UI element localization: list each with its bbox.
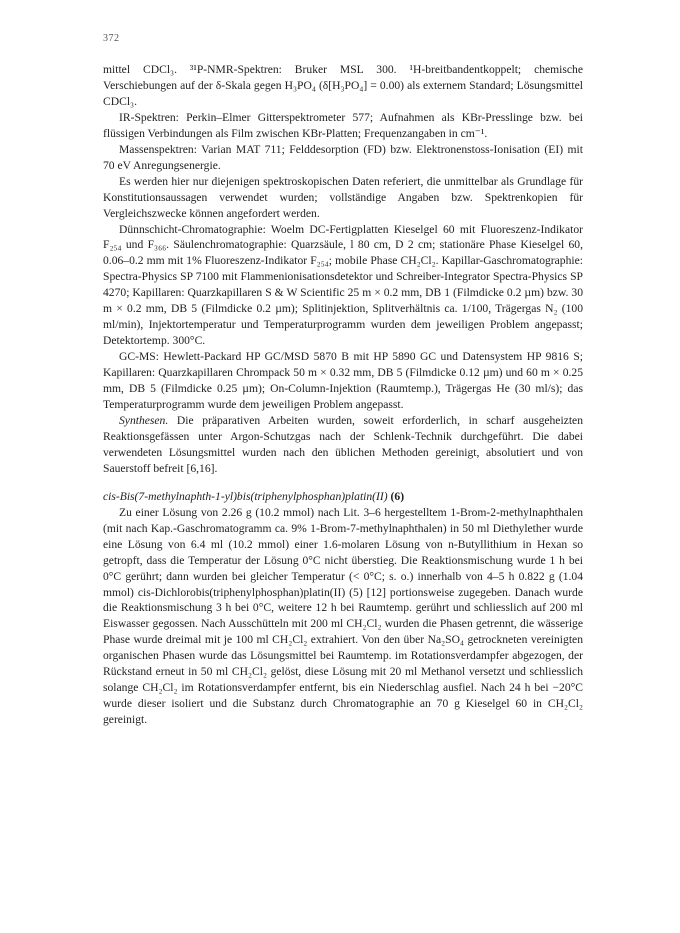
page-number: 372 (103, 33, 120, 44)
syntheses-lead: Synthesen. (119, 413, 169, 427)
paragraph-chromatography: Dünnschicht-Chromatographie: Woelm DC-Fertigplatten Kieselgel 60 mit Fluoreszenz-Indikator F₂₅₄ und F₃₆₆. Säulenchromatographie: Quarzsäule, l 80 cm, D 2 cm; stationäre Phase Kieselgel 60, 0.06–0.2 mm mit 1% Fluoreszenz-Indikator F₂₅₄; mobile Phase CH₂Cl₂. Kapillar-Gaschromatographie: Spectra-Physics SP 7100 mit Flammenionisationsdetektor und Schreiber-Integrator Spectra-Physics SP 4270; Kapillaren: Quarzkapillaren S & W Scientific 25 m × 0.2 mm, DB 1 (Filmdicke 0.2 µm) bzw. 30 m × 0.2 mm, DB 5 (Filmdicke 0.2 µm); Splitinjektion, Splitverhältnis ca. 1/100, Trägergas N₂ (100 ml/min), Injektortemperatur und Temperaturprogramm wurden dem jeweiligen Problem angepasst; Detektortemp. 300°C. (103, 222, 583, 348)
paragraph-nmr: mittel CDCl₃. ³¹P-NMR-Spektren: Bruker MSL 300. ¹H-breitbandentkoppelt; chemische Verschiebungen auf der δ-Skala gegen H₃PO₄ (δ[H₃PO₄] = 0.00) als externem Standard; Lösungsmittel CDCl₃. (103, 63, 583, 108)
compound-title: cis-Bis(7-methylnaphth-1-yl)bis(triphenylphosphan)platin(II) (103, 489, 388, 503)
body-text (103, 62, 583, 728)
syntheses-text: Die präparativen Arbeiten wurden, soweit erforderlich, in scharf ausgeheizten Reaktionsgefässen unter Argon-Schutzgas nach der Schlenk-Technik durchgeführt. Die dabei verwendeten Lösungsmittel wurden nach den üblichen Methoden gereinigt, absolutiert und von Sauerstoff befreit [6,16]. (103, 413, 583, 475)
paragraph-syntheses (103, 413, 583, 477)
paragraph-mass-spectra: Massenspektren: Varian MAT 711; Felddesorption (FD) bzw. Elektronenstoss-Ionisation (EI) mit 70 eV Anregungsenergie. (103, 142, 583, 172)
paragraph-gc-ms: GC-MS: Hewlett-Packard HP GC/MSD 5870 B mit HP 5890 GC und Datensystem HP 9816 S; Kapillaren: Quarzkapillaren Chrompack 50 m × 0.32 mm, DB 5 (Filmdicke 0.12 µm) und 60 m × 0.25 mm, DB 5 (Filmdicke 0.25 µm); On-Column-Injektion (Raumtemp.), Trägergas He (30 ml/s); das Temperaturprogramm wurde dem jeweiligen Problem angepasst. (103, 350, 583, 412)
paragraph-ir: IR-Spektren: Perkin–Elmer Gitterspektrometer 577; Aufnahmen als KBr-Presslinge bzw. bei flüssigen Verbindungen als Film zwischen KBr-Platten; Frequenzangaben in cm⁻¹. (103, 110, 583, 140)
paragraph-data-note: Es werden hier nur diejenigen spektroskopischen Daten referiert, die unmittelbar als Grundlage für Konstitutionsaussagen verwendet wurden; vollständige Angaben bzw. Spektrenkopien für Vergleichszwecke können angefordert werden. (103, 174, 583, 220)
section-gap (103, 477, 583, 489)
paragraph-procedure: Zu einer Lösung von 2.26 g (10.2 mmol) nach Lit. 3–6 hergestelltem 1-Brom-2-methylnaphthalen (mit nach Kap.-Gaschromatogramm ca. 9% 1-Brom-7-methylnaphthalen) in 50 ml Diethylether wurde eine Lösung von 6.4 ml (10.2 mmol) einer 1.6-molaren Lösung von n-Butyllithium in Hexan so getropft, dass die Temperatur der Lösung 0°C nicht überstieg. Die Reaktionsmischung wurde 1 h bei 0°C gerührt; dann wurden bei gleicher Temperatur (< 0°C; s. o.) innerhalb von 4–5 h 0.822 g (1.04 mmol) cis-Dichlorobis(triphenylphosphan)platin(II) (5) [12] portionsweise zugegeben. Danach wurde die Reaktionsmischung 3 h bei 0°C, weitere 12 h bei Raumtemp. gerührt und schliesslich auf 200 ml Eiswasser gegossen. Nach Ausschütteln mit 200 ml CH₂Cl₂ wurden die Phasen getrennt, die wässerige Phase wurde dreimal mit je 100 ml CH₂Cl₂ extrahiert. Von den über Na₂SO₄ getrockneten vereinigten organischen Phasen wurde das Lösungsmittel bei Raumtemp. im Rotationsverdampfer abgezogen, der Rückstand erneut in 50 ml CH₂Cl₂ gelöst, diese Lösung mit 20 ml Methanol versetzt und schliesslich solange CH₂Cl₂ im Rotationsverdampfer entfernt, bis ein Niederschlag ausfiel. Nach 24 h bei −20°C wurde dieser isoliert und die Substanz durch Chromatographie an 70 g Kieselgel 60 in CH₂Cl₂ gereinigt. (103, 505, 583, 727)
compound-heading (103, 489, 583, 505)
compound-number: (6) (390, 489, 405, 503)
